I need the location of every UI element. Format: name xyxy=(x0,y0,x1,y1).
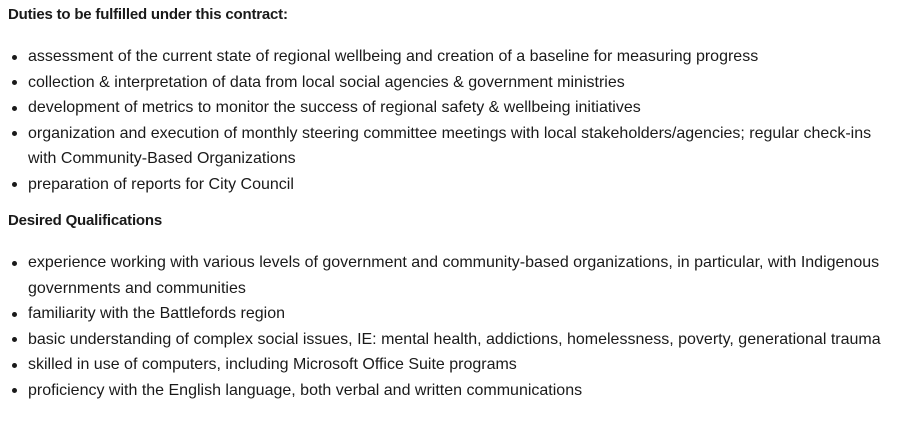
list-item: collection & interpretation of data from local social agencies & government ministries xyxy=(8,70,888,96)
list-item: familiarity with the Battlefords region xyxy=(8,301,888,327)
qualifications-list xyxy=(8,250,899,403)
list-item: proficiency with the English language, both verbal and written communications xyxy=(8,378,888,404)
list-item: assessment of the current state of regional wellbeing and creation of a baseline for measuring progress xyxy=(8,44,888,70)
list-item: skilled in use of computers, including Microsoft Office Suite programs xyxy=(8,352,888,378)
list-item: development of metrics to monitor the success of regional safety & wellbeing initiatives xyxy=(8,95,888,121)
list-item: experience working with various levels of government and community-based organizations, in particular, with Indigenous governments and communities xyxy=(8,250,888,301)
list-item: organization and execution of monthly steering committee meetings with local stakeholders/agencies; regular check-ins with Community-Based Organizations xyxy=(8,121,888,172)
duties-list xyxy=(8,44,899,197)
duties-heading: Duties to be fulfilled under this contract: xyxy=(8,6,288,23)
list-item: basic understanding of complex social issues, IE: mental health, addictions, homelessness, poverty, generational trauma xyxy=(8,327,888,353)
list-item: preparation of reports for City Council xyxy=(8,172,888,198)
qualifications-heading: Desired Qualifications xyxy=(8,212,162,229)
